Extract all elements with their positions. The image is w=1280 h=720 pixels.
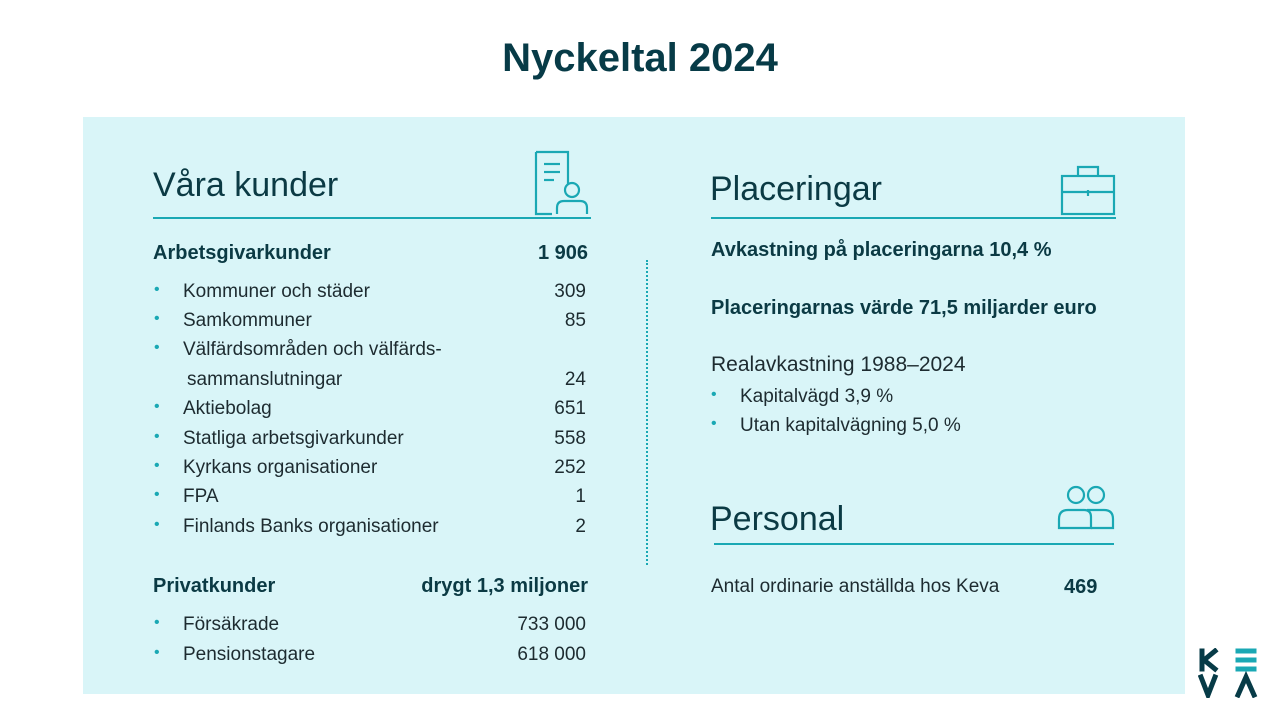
- keva-logo: [1198, 648, 1260, 698]
- bullet-icon: •: [711, 415, 717, 432]
- list-item-label: Samkommuner: [183, 310, 312, 331]
- bullet-icon: •: [711, 386, 717, 403]
- list-item-value: 24: [564, 369, 586, 390]
- bullet-icon: •: [154, 339, 160, 356]
- list-item-value: 252: [554, 457, 586, 478]
- column-divider: [646, 260, 648, 565]
- bullet-icon: •: [154, 614, 160, 631]
- list-item-value: 651: [554, 398, 586, 419]
- list-item-label: Försäkrade: [183, 614, 280, 635]
- staff-value: 469: [1064, 576, 1098, 598]
- page-title: Nyckeltal 2024: [502, 36, 778, 80]
- staff-heading: Personal: [710, 500, 845, 538]
- list-item-value: 618 000: [517, 644, 586, 665]
- bullet-icon: •: [154, 398, 160, 415]
- list-item-label: Finlands Banks organisationer: [183, 516, 439, 537]
- bullet-icon: •: [154, 281, 160, 298]
- value-line: Placeringarnas värde 71,5 miljarder euro: [711, 297, 1097, 319]
- bullet-icon: •: [154, 457, 160, 474]
- briefcase-icon: [1060, 164, 1116, 216]
- staff-label: Antal ordinarie anställda hos Keva: [711, 576, 1000, 597]
- document-person-icon: [530, 150, 592, 216]
- list-item-value: 1: [575, 486, 586, 507]
- private-value: drygt 1,3 miljoner: [421, 575, 588, 597]
- list-item-value: 733 000: [517, 614, 586, 635]
- investments-heading: Placeringar: [710, 170, 882, 208]
- bullet-icon: •: [154, 486, 160, 503]
- list-item-label: Statliga arbetsgivarkunder: [183, 428, 404, 449]
- list-item-label-continued: sammanslutningar: [187, 369, 343, 390]
- list-item-label: FPA: [183, 486, 219, 507]
- people-icon: [1055, 483, 1117, 531]
- list-item-value: 309: [554, 281, 586, 302]
- list-item-value: 2: [575, 516, 586, 537]
- bullet-icon: •: [154, 516, 160, 533]
- list-item-value: 85: [564, 310, 586, 331]
- list-item-value: 558: [554, 428, 586, 449]
- list-item-label: Pensionstagare: [183, 644, 316, 665]
- customers-heading: Våra kunder: [153, 166, 339, 204]
- bullet-icon: •: [154, 428, 160, 445]
- bullet-icon: •: [154, 644, 160, 661]
- list-item-label: Aktiebolag: [183, 398, 272, 419]
- private-label: Privatkunder: [153, 575, 276, 597]
- real-return-item: Kapitalvägd 3,9 %: [740, 386, 894, 407]
- list-item-label: Kommuner och städer: [183, 281, 370, 302]
- list-item-label: Kyrkans organisationer: [183, 457, 378, 478]
- bullet-icon: •: [154, 310, 160, 327]
- employers-value: 1 906: [537, 242, 588, 264]
- list-item-label: Välfärdsområden och välfärds-: [183, 339, 442, 360]
- real-return-item: Utan kapitalvägning 5,0 %: [740, 415, 961, 436]
- staff-rule: [714, 543, 1114, 545]
- employers-label: Arbetsgivarkunder: [153, 242, 331, 264]
- real-return-heading: Realavkastning 1988–2024: [711, 353, 966, 376]
- return-line: Avkastning på placeringarna 10,4 %: [711, 239, 1052, 261]
- customers-rule: [153, 217, 591, 219]
- investments-rule: [711, 217, 1116, 219]
